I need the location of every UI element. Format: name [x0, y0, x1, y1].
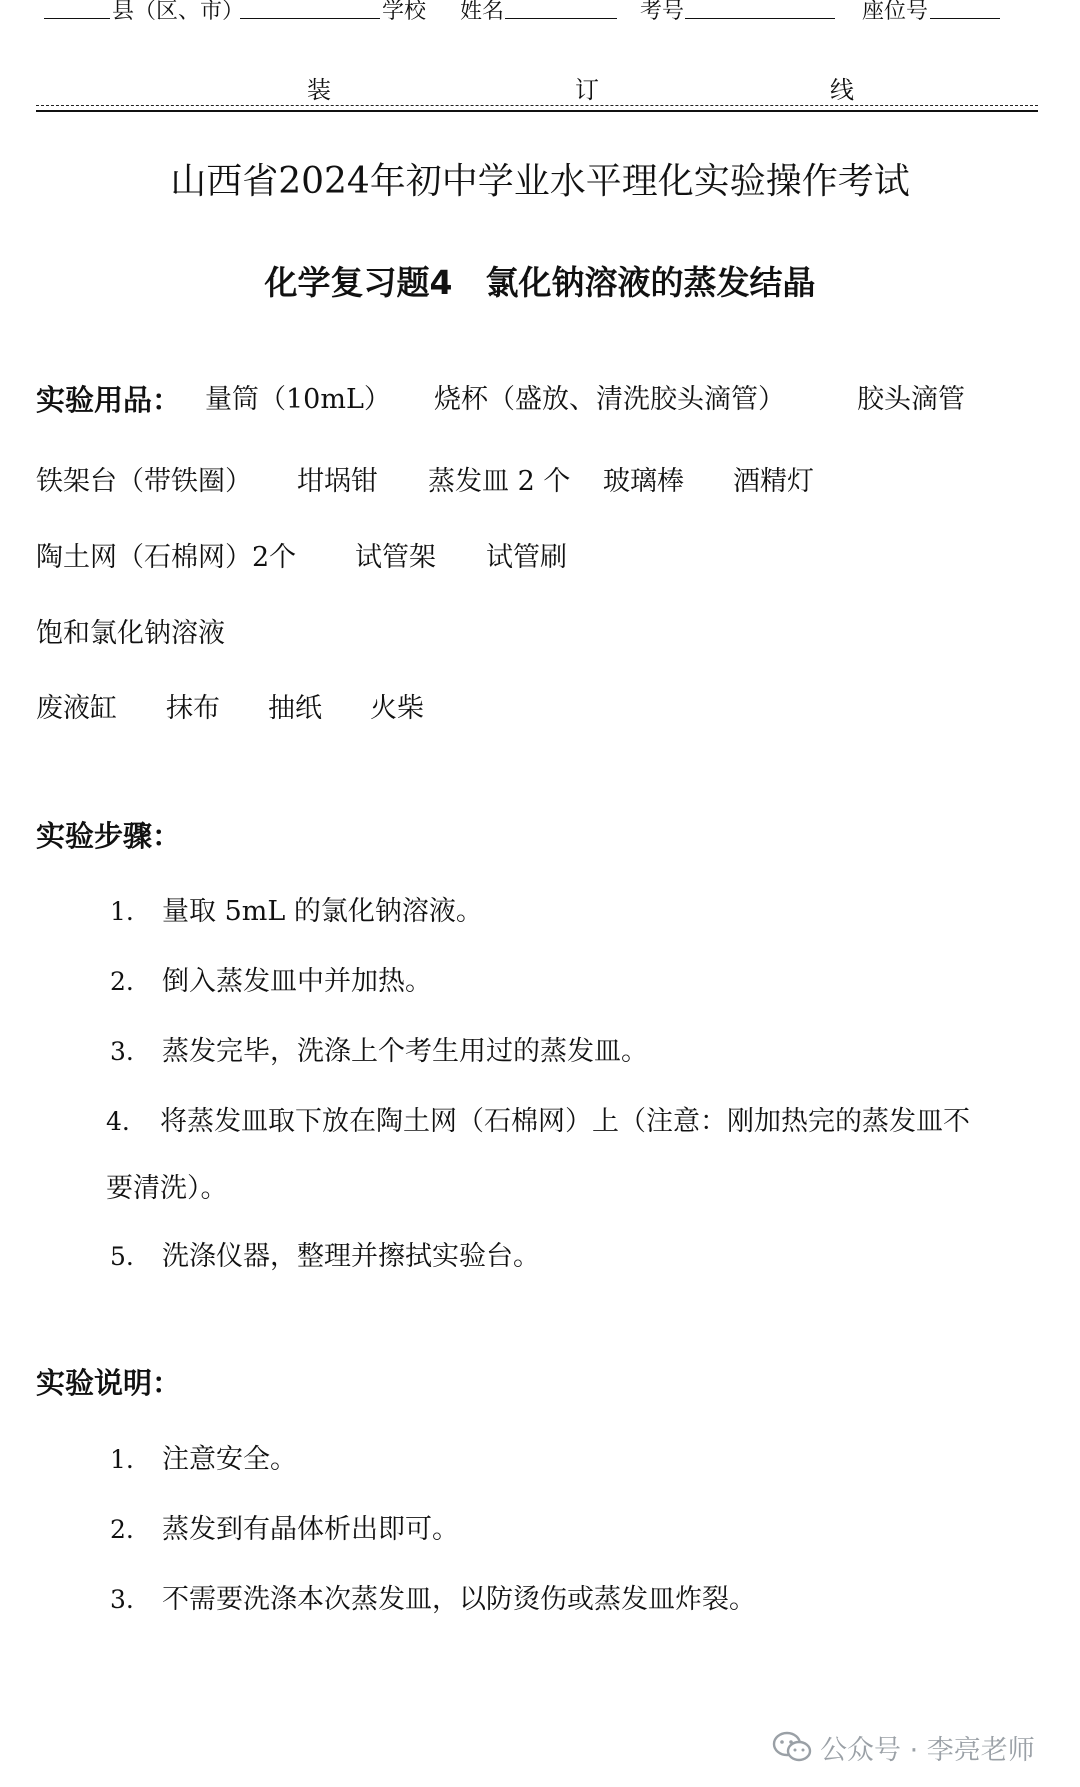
supply-item: 抹布	[166, 693, 220, 724]
note-text: 注意安全。	[162, 1444, 297, 1475]
steps-heading: 实验步骤：	[36, 819, 182, 853]
notes-heading: 实验说明：	[36, 1366, 182, 1400]
page-title: 山西省2024年初中学业水平理化实验操作考试	[170, 161, 910, 202]
step-number: 2.	[110, 967, 134, 996]
supply-item: 铁架台（带铁圈）	[36, 466, 252, 497]
note-text: 不需要洗涤本次蒸发皿，以防烫伤或蒸发皿炸裂。	[162, 1584, 756, 1615]
step-number: 3.	[110, 1037, 134, 1066]
step-number: 4.	[106, 1107, 130, 1136]
supply-item: 试管刷	[486, 542, 567, 573]
county-label: 县（区、市）	[112, 0, 245, 24]
watermark	[772, 1727, 1035, 1767]
page-subtitle: 化学复习题4 氯化钠溶液的蒸发结晶	[264, 263, 816, 302]
supply-item: 试管架	[355, 542, 436, 573]
step-text: 倒入蒸发皿中并加热。	[162, 966, 432, 997]
school-label: 学校	[382, 0, 427, 24]
seat-no-blank[interactable]	[930, 0, 1000, 19]
supply-item: 蒸发皿 2 个	[428, 466, 571, 497]
name-blank[interactable]	[505, 0, 617, 19]
supply-item: 坩埚钳	[297, 466, 378, 497]
supply-item: 抽纸	[268, 693, 322, 724]
step-text: 将蒸发皿取下放在陶土网（石棉网）上（注意：刚加热完的蒸发皿不	[160, 1106, 970, 1137]
supply-item: 玻璃棒	[603, 466, 684, 497]
supply-item: 酒精灯	[733, 466, 814, 497]
supply-item: 烧杯（盛放、清洗胶头滴管）	[434, 384, 785, 415]
wechat-icon	[772, 1730, 812, 1764]
step-text: 洗涤仪器，整理并擦拭实验台。	[162, 1241, 540, 1272]
supply-item: 量筒（10mL）	[205, 384, 391, 415]
note-number: 1.	[110, 1445, 134, 1474]
binding-char-3: 线	[830, 76, 854, 104]
step-text: 蒸发完毕，洗涤上个考生用过的蒸发皿。	[162, 1036, 648, 1067]
exam-no-label: 考号	[640, 0, 685, 24]
supply-item: 火柴	[370, 693, 424, 724]
step-number: 5.	[110, 1242, 134, 1271]
note-number: 2.	[110, 1515, 134, 1544]
supply-item: 饱和氯化钠溶液	[36, 618, 225, 649]
supply-item: 胶头滴管	[857, 384, 965, 415]
binding-char-2: 订	[575, 76, 599, 104]
seat-no-label: 座位号	[862, 0, 929, 24]
exam-no-blank[interactable]	[685, 0, 835, 19]
step-number: 1.	[110, 897, 134, 926]
step-text-continued: 要清洗）。	[106, 1173, 228, 1204]
binding-char-1: 装	[307, 76, 331, 104]
name-label: 姓名	[460, 0, 505, 24]
note-text: 蒸发到有晶体析出即可。	[162, 1514, 459, 1545]
supply-item: 陶土网（石棉网）2个	[36, 542, 297, 573]
binding-dashed-line	[36, 105, 1038, 106]
county-blank[interactable]	[44, 0, 110, 19]
binding-solid-line	[36, 110, 1038, 112]
note-number: 3.	[110, 1585, 134, 1614]
watermark-text: 公众号 · 李亮老师	[820, 1734, 1035, 1766]
step-text: 量取 5mL 的氯化钠溶液。	[162, 896, 483, 927]
school-blank[interactable]	[240, 0, 380, 19]
supplies-heading: 实验用品：	[36, 383, 182, 417]
supply-item: 废液缸	[36, 693, 117, 724]
